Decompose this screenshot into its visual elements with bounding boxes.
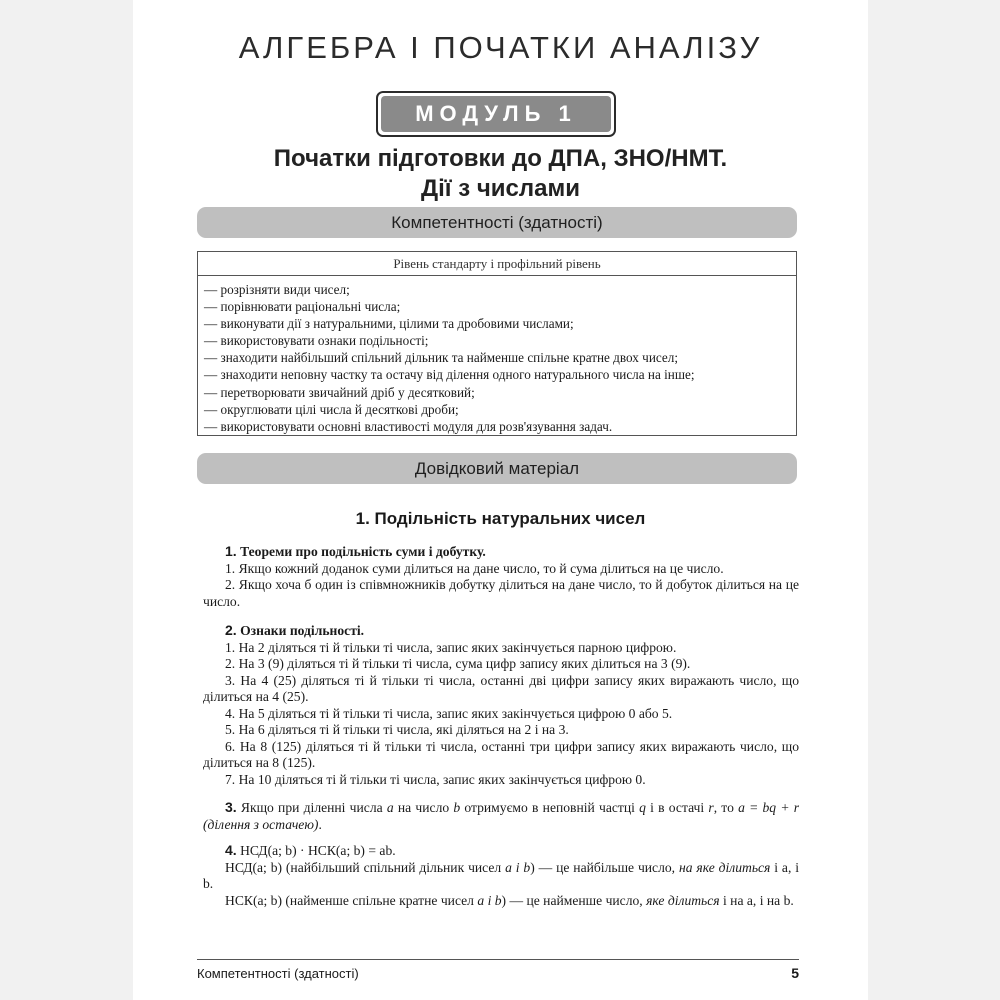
footer-label: Компетентності (здатності) bbox=[197, 966, 359, 981]
footer-divider bbox=[197, 959, 799, 960]
competencies-header-bar: Компетентності (здатності) bbox=[197, 207, 797, 238]
subtitle-line-1: Початки підготовки до ДПА, ЗНО/НМТ. bbox=[273, 145, 728, 172]
theorem-1: 1. Якщо кожний доданок суми ділиться на дане число, то й сума ділиться на це число. bbox=[225, 560, 724, 576]
list-item: — порівнювати раціональні числа; bbox=[204, 299, 401, 315]
section-title: 1. Подільність натуральних чисел bbox=[355, 509, 646, 528]
list-item: — розрізняти види чисел; bbox=[204, 282, 350, 297]
reference-header-bar: Довідковий матеріал bbox=[197, 453, 797, 484]
page-number: 5 bbox=[791, 965, 799, 981]
rule-item: 2. На 3 (9) діляться ті й тільки ті числа, сума цифр запису яких ділиться на 3 (9). bbox=[225, 656, 691, 671]
rules-heading: 2. Ознаки подільності. bbox=[225, 622, 365, 638]
list-item: — знаходити найбільший спільний дільник та найменше спільне кратне двох чисел; bbox=[204, 350, 678, 366]
competencies-table bbox=[197, 251, 797, 436]
list-item: — перетворювати звичайний дріб у десятковий; bbox=[204, 384, 475, 400]
rule-item: 5. На 6 діляться ті й тільки ті числа, які діляться на 2 і на 3. bbox=[225, 722, 569, 737]
theorems-block bbox=[203, 543, 799, 610]
gcd-lcm-block bbox=[203, 842, 799, 909]
rule-item: 1. На 2 діляться ті й тільки ті числа, запис яких закінчується парною цифрою. bbox=[225, 639, 677, 655]
lcm-definition: НСК(a; b) (найменше спільне кратне чисел a і b) — це найменше число, яке ділиться і на a, і на b. bbox=[225, 892, 794, 908]
list-item: — використовувати основні властивості модуля для розв'язування задач. bbox=[204, 418, 613, 434]
division-remainder-block bbox=[203, 799, 799, 833]
rule-item: 6. На 8 (125) діляться ті й тільки ті числа, останні три цифри запису яких виражають число, що ділиться на 8 (125). bbox=[203, 738, 799, 770]
module-badge bbox=[376, 91, 616, 137]
gcd-lcm-formula: 4. НСД(a; b) · НСК(a; b) = ab. bbox=[225, 842, 396, 858]
module-subtitle bbox=[133, 144, 868, 204]
divisibility-rules-block bbox=[203, 622, 799, 788]
list-item: — використовувати ознаки подільності; bbox=[204, 333, 429, 349]
page-title: АЛГЕБРА І ПОЧАТКИ АНАЛІЗУ bbox=[238, 30, 763, 65]
subtitle-line-2: Дії з числами bbox=[421, 175, 580, 202]
rule-item: 4. На 5 діляться ті й тільки ті числа, запис яких закінчується цифрою 0 або 5. bbox=[225, 705, 673, 721]
book-page bbox=[133, 0, 868, 1000]
list-item: — знаходити неповну частку та остачу від ділення одного натурального числа на інше; bbox=[204, 367, 695, 383]
division-remainder-text: 3. Якщо при діленні числа a на число b отримуємо в неповній частці q і в остачі r, то a = bq + r (ділення з остачею). bbox=[203, 799, 799, 832]
rule-item: 3. На 4 (25) діляться ті й тільки ті числа, останні дві цифри запису яких виражають число, що ділиться на 4 (25). bbox=[203, 672, 799, 704]
list-item: — виконувати дії з натуральними, цілими та дробовими числами; bbox=[204, 316, 574, 332]
list-item: — округлювати цілі числа й десяткові дроби; bbox=[204, 401, 459, 417]
competencies-table-header: Рівень стандарту і профільний рівень bbox=[198, 252, 796, 276]
gcd-definition: НСД(a; b) (найбільший спільний дільник чисел a і b) — це найбільше число, на яке ділиться і a, і b. bbox=[203, 859, 800, 891]
theorems-heading: 1. Теореми про подільність суми і добутку. bbox=[225, 543, 486, 559]
competencies-list bbox=[198, 276, 796, 435]
theorem-2: 2. Якщо хоча б один із співмножників добутку ділиться на дане число, то й добуток ділиться на це число. bbox=[203, 577, 799, 609]
module-label: МОДУЛЬ 1 bbox=[381, 96, 611, 132]
rule-item: 7. На 10 діляться ті й тільки ті числа, запис яких закінчується цифрою 0. bbox=[225, 771, 646, 787]
